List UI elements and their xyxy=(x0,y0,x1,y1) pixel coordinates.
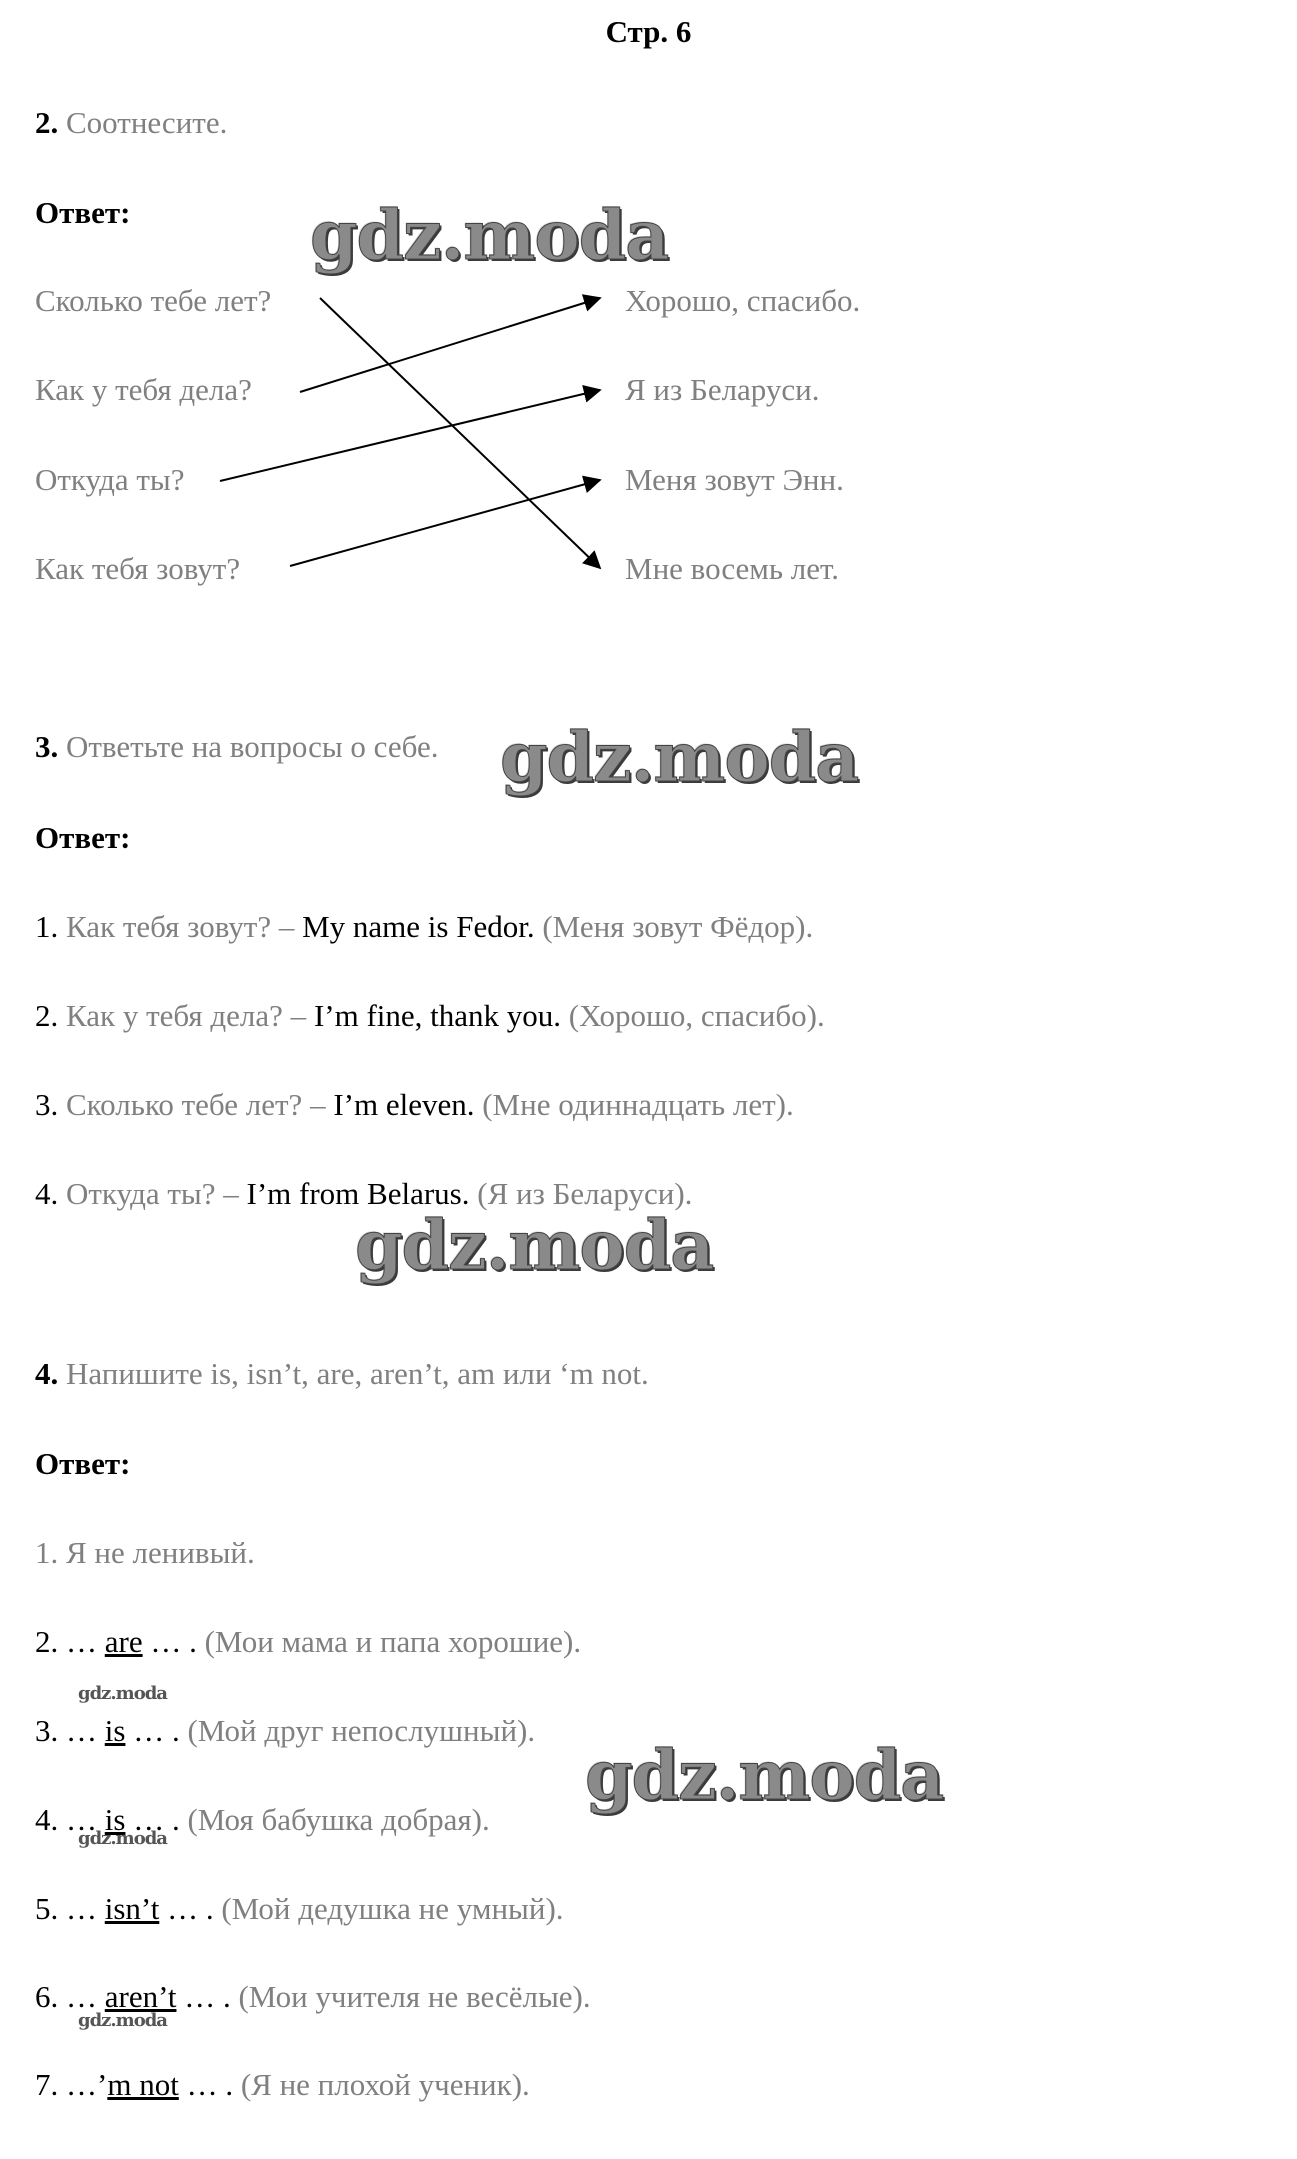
item-answer: My name is Fedor. xyxy=(302,909,535,944)
task4-item-2 xyxy=(35,1623,581,1661)
item-gap: … xyxy=(66,1624,97,1659)
item-gap: … xyxy=(66,1713,97,1748)
task2-number: 2. xyxy=(35,105,59,140)
item-translation: (Хорошо, спасибо). xyxy=(568,998,825,1033)
item-number: 2. xyxy=(35,998,59,1033)
watermark: gdz.moda xyxy=(310,196,669,276)
match-right-1: Хорошо, спасибо. xyxy=(625,283,861,318)
item-translation: (Мой друг непослушный). xyxy=(187,1713,536,1748)
item-fill-word: aren’t xyxy=(104,1979,177,2014)
watermark: gdz.moda xyxy=(78,1828,167,1849)
item-translation: (Я из Беларуси). xyxy=(477,1176,693,1211)
item-translation: (Мои мама и папа хорошие). xyxy=(204,1624,582,1659)
item-translation: (Мне одиннадцать лет). xyxy=(482,1087,794,1122)
match-left-1: Сколько тебе лет? xyxy=(35,283,272,318)
task3-item-2 xyxy=(35,997,825,1035)
task4-instruction: Напишите is, isn’t, are, aren’t, am или ‘m not. xyxy=(66,1356,649,1391)
item-fill-word: m not xyxy=(107,2067,179,2102)
item-question: Как тебя зовут? – xyxy=(66,909,295,944)
task4-heading xyxy=(35,1355,649,1393)
item-question: Откуда ты? – xyxy=(66,1176,239,1211)
page-title: Стр. 6 xyxy=(605,14,692,49)
item-question: Сколько тебе лет? – xyxy=(66,1087,326,1122)
match-right-3: Меня зовут Энн. xyxy=(625,462,844,497)
task4-number: 4. xyxy=(35,1356,59,1391)
watermark: gdz.moda xyxy=(500,718,859,798)
match-right-2: Я из Беларуси. xyxy=(625,372,820,407)
item-gap: … . xyxy=(167,1891,214,1926)
task3-number: 3. xyxy=(35,729,59,764)
item-translation: (Мой дедушка не умный). xyxy=(221,1891,564,1926)
arrow-where-to-belarus xyxy=(220,390,600,481)
task4-item-3 xyxy=(35,1712,535,1750)
task2-answer-label: Ответ: xyxy=(35,195,131,230)
arrow-age-to-eight xyxy=(320,298,600,568)
match-left-2: Как у тебя дела? xyxy=(35,372,252,407)
task2-instruction: Соотнесите. xyxy=(66,105,228,140)
watermark: gdz.moda xyxy=(585,1736,944,1816)
task4-answer-label: Ответ: xyxy=(35,1446,131,1481)
arrow-how-to-fine xyxy=(300,298,600,392)
item-gap: … xyxy=(66,1891,97,1926)
task3-heading xyxy=(35,728,438,766)
task4-item-7 xyxy=(35,2066,530,2104)
item-answer: I’m from Belarus. xyxy=(246,1176,470,1211)
item-fill-word: is xyxy=(104,1713,126,1748)
item-translation: (Меня зовут Фёдор). xyxy=(542,909,814,944)
item-number: 7. xyxy=(35,2067,59,2102)
match-left-4: Как тебя зовут? xyxy=(35,551,241,586)
item-number: 4. xyxy=(35,1176,59,1211)
item-number: 3. xyxy=(35,1713,59,1748)
item-number: 1. xyxy=(35,909,59,944)
item-gap: … . xyxy=(150,1624,197,1659)
item-gap: …’ xyxy=(66,2067,108,2102)
item-gap: … xyxy=(66,1802,97,1837)
task4-item-5 xyxy=(35,1890,564,1928)
item-answer: I’m fine, thank you. xyxy=(313,998,562,1033)
item-number: 5. xyxy=(35,1891,59,1926)
watermark: gdz.moda xyxy=(78,2010,167,2031)
item-number: 4. xyxy=(35,1802,59,1837)
task3-answer-label: Ответ: xyxy=(35,820,131,855)
item-gap: … . xyxy=(133,1802,180,1837)
watermark: gdz.moda xyxy=(78,1683,167,1704)
item-translation: (Я не плохой ученик). xyxy=(240,2067,530,2102)
item-translation: (Моя бабушка добрая). xyxy=(187,1802,490,1837)
task3-instruction: Ответьте на вопросы о себе. xyxy=(66,729,439,764)
match-left-3: Откуда ты? xyxy=(35,462,185,497)
item-gap: … xyxy=(66,1979,97,2014)
item-number: 3. xyxy=(35,1087,59,1122)
task3-item-1 xyxy=(35,908,813,946)
item-fill-word: is xyxy=(104,1802,126,1837)
item-question: Как у тебя дела? – xyxy=(66,998,307,1033)
watermark: gdz.moda xyxy=(355,1206,714,1286)
item-gap: … . xyxy=(133,1713,180,1748)
item-number: 2. xyxy=(35,1624,59,1659)
task4-item-1: 1. Я не ленивый. xyxy=(35,1535,255,1570)
item-number: 6. xyxy=(35,1979,59,2014)
item-answer: I’m eleven. xyxy=(333,1087,475,1122)
item-gap: … . xyxy=(184,1979,231,2014)
item-gap: … . xyxy=(186,2067,234,2102)
item-fill-word: isn’t xyxy=(104,1891,160,1926)
task3-item-3 xyxy=(35,1086,794,1124)
match-right-4: Мне восемь лет. xyxy=(625,551,839,586)
item-fill-word: are xyxy=(104,1624,143,1659)
item-translation: (Мои учителя не весёлые). xyxy=(238,1979,591,2014)
